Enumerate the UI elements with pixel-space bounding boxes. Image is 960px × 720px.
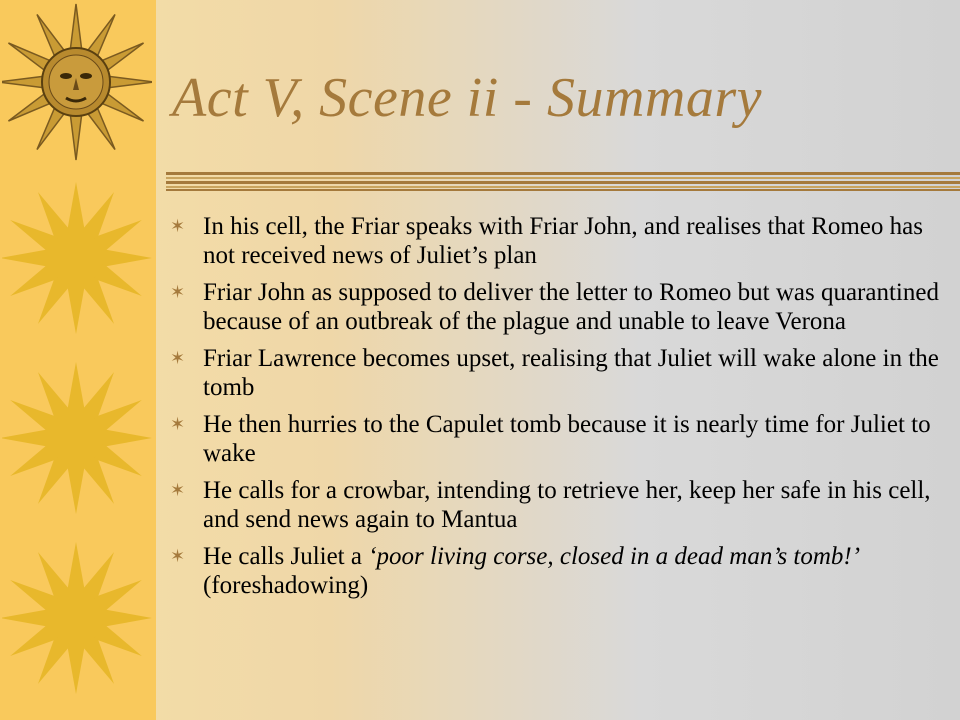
- sun-icon: [2, 178, 152, 338]
- sun-face-icon: [2, 2, 152, 162]
- bullet-list: [168, 212, 948, 608]
- star-bullet-icon: ✶: [170, 216, 186, 236]
- bullet-item: [168, 278, 948, 336]
- bullet-text: Friar John as supposed to deliver the letter to Romeo but was quarantined because of an outbreak of the plague and unable to leave Verona: [203, 279, 939, 335]
- bullet-item: [168, 410, 948, 468]
- bullet-text-suffix: (foreshadowing): [203, 572, 369, 599]
- sun-icon: [2, 358, 152, 518]
- bullet-item: [168, 542, 948, 600]
- bullet-text: Friar Lawrence becomes upset, realising that Juliet will wake alone in the tomb: [203, 345, 939, 401]
- bullet-text: In his cell, the Friar speaks with Friar John, and realises that Romeo has not received news of Juliet’s plan: [203, 213, 923, 269]
- bullet-item: [168, 212, 948, 270]
- bullet-text: He then hurries to the Capulet tomb because it is nearly time for Juliet to wake: [203, 411, 931, 467]
- star-bullet-icon: ✶: [170, 480, 186, 500]
- star-bullet-icon: ✶: [170, 282, 186, 302]
- bullet-text-prefix: He calls Juliet a: [203, 543, 369, 570]
- star-bullet-icon: ✶: [170, 348, 186, 368]
- bullet-item: [168, 476, 948, 534]
- star-bullet-icon: ✶: [170, 546, 186, 566]
- bullet-quote: ‘poor living corse, closed in a dead man’s tomb!’: [368, 543, 861, 570]
- title-divider: [166, 172, 960, 192]
- star-bullet-icon: ✶: [170, 414, 186, 434]
- sun-icon: [2, 538, 152, 698]
- bullet-item: [168, 344, 948, 402]
- slide-title: Act V, Scene ii - Summary: [172, 67, 762, 129]
- bullet-text: He calls for a crowbar, intending to retrieve her, keep her safe in his cell, and send news again to Mantua: [203, 477, 931, 533]
